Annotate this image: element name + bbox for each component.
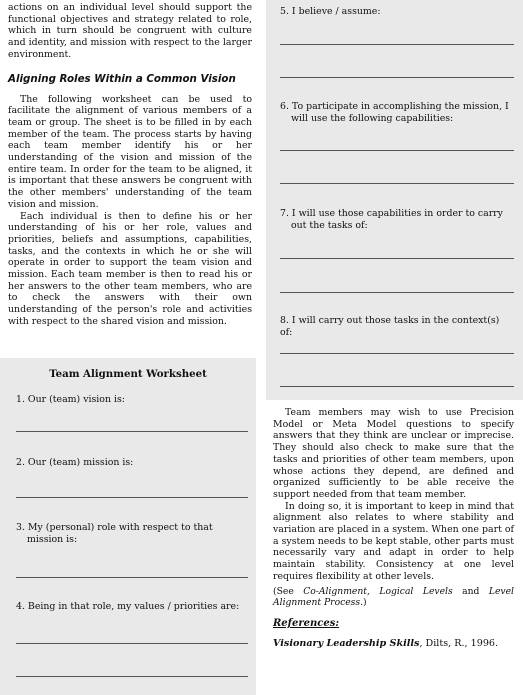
- question-3: [16, 522, 250, 545]
- question-8: 8. I will carry out those tasks in the context(s) of:: [280, 315, 500, 338]
- body-paragraph-2: Each individual is then to define his or her understanding of his or her role, values and priorities, beliefs and assumptions, capabilities, tasks, and the contexts in which he or she will operate in order to support the team vision and mission. Each team member is then to read his or her answers to the other team members, who are to check the answers with their own understanding of the person's role and activities with respect to the shared vision and mission.: [8, 210, 252, 327]
- reference-title: Visionary Leadership Skills: [273, 637, 420, 649]
- worksheet-box-right: [266, 0, 523, 400]
- reference-entry: [273, 638, 514, 649]
- answer-line: [16, 643, 248, 644]
- answer-line: [280, 77, 514, 78]
- question-7: [280, 208, 514, 231]
- question-2: 2. Our (team) mission is:: [16, 457, 134, 468]
- question-7-text: 7. I will use those capabilities in order to carry out the tasks of:: [280, 208, 503, 231]
- question-6: [280, 101, 514, 124]
- intro-paragraph: actions on an individual level should support the functional objectives and strategy related to role, which in turn should be congruent with culture and identity, and mission with respect to the larger environment.: [8, 2, 252, 60]
- body-paragraph-4: In doing so, it is important to keep in mind that alignment also relates to where stability and variation are placed in a system. When one part of a system needs to be kept stable, other parts must necessarily vary and adapt in order to help maintain stability. Consistency at one level requires flexibility at other levels.: [273, 500, 514, 582]
- question-5: 5. I believe / assume:: [280, 6, 381, 17]
- answer-line: [16, 577, 248, 578]
- see-also-suffix: .): [360, 597, 367, 609]
- question-4: 4. Being in that role, my values / priorities are:: [16, 601, 240, 612]
- see-also-last: Level Alignment Process: [273, 585, 514, 609]
- see-also-prefix: (See: [273, 585, 304, 597]
- left-column: [8, 0, 252, 328]
- answer-line: [280, 183, 514, 184]
- references-heading: References:: [273, 617, 340, 629]
- question-6-text: 6. To participate in accomplishing the mission, I will use the following capabilities:: [280, 101, 509, 124]
- answer-line: [280, 44, 514, 45]
- answer-line: [16, 431, 248, 432]
- see-also-links: Co-Alignment, Logical Levels: [303, 585, 453, 597]
- answer-line: [280, 258, 514, 259]
- answer-line: [16, 497, 248, 498]
- answer-line: [280, 150, 514, 151]
- reference-details: , Dilts, R., 1996.: [419, 637, 499, 649]
- section-heading: Aligning Roles Within a Common Vision: [8, 72, 236, 85]
- see-also-and: and: [452, 585, 489, 597]
- body-paragraph-1: The following worksheet can be used to facilitate the alignment of various members of a team or group. The sheet is to be filled in by each member of the team. The process starts by having each team member identify his or her understanding of the vision and mission of the entire team. In order for the team to be aligned, it is important that these answers be congruent with the other members' understanding of the team vision and mission.: [8, 93, 252, 210]
- question-3-text: 3. My (personal) role with respect to that mission is:: [16, 522, 213, 545]
- see-also: [273, 586, 514, 609]
- worksheet-title: Team Alignment Worksheet: [49, 368, 207, 380]
- answer-line: [280, 386, 514, 387]
- right-column-text: [273, 407, 514, 649]
- answer-line: [280, 353, 514, 354]
- answer-line: [16, 676, 248, 677]
- question-1: 1. Our (team) vision is:: [16, 394, 125, 405]
- answer-line: [280, 292, 514, 293]
- body-paragraph-3: Team members may wish to use Precision Model or Meta Model questions to specify answers that they think are unclear or imprecise. They should also check to make sure that the tasks and priorities of other team members, upon whose actions they depend, are defined and organized sufficiently to be able receive the support needed from that team member.: [273, 407, 514, 500]
